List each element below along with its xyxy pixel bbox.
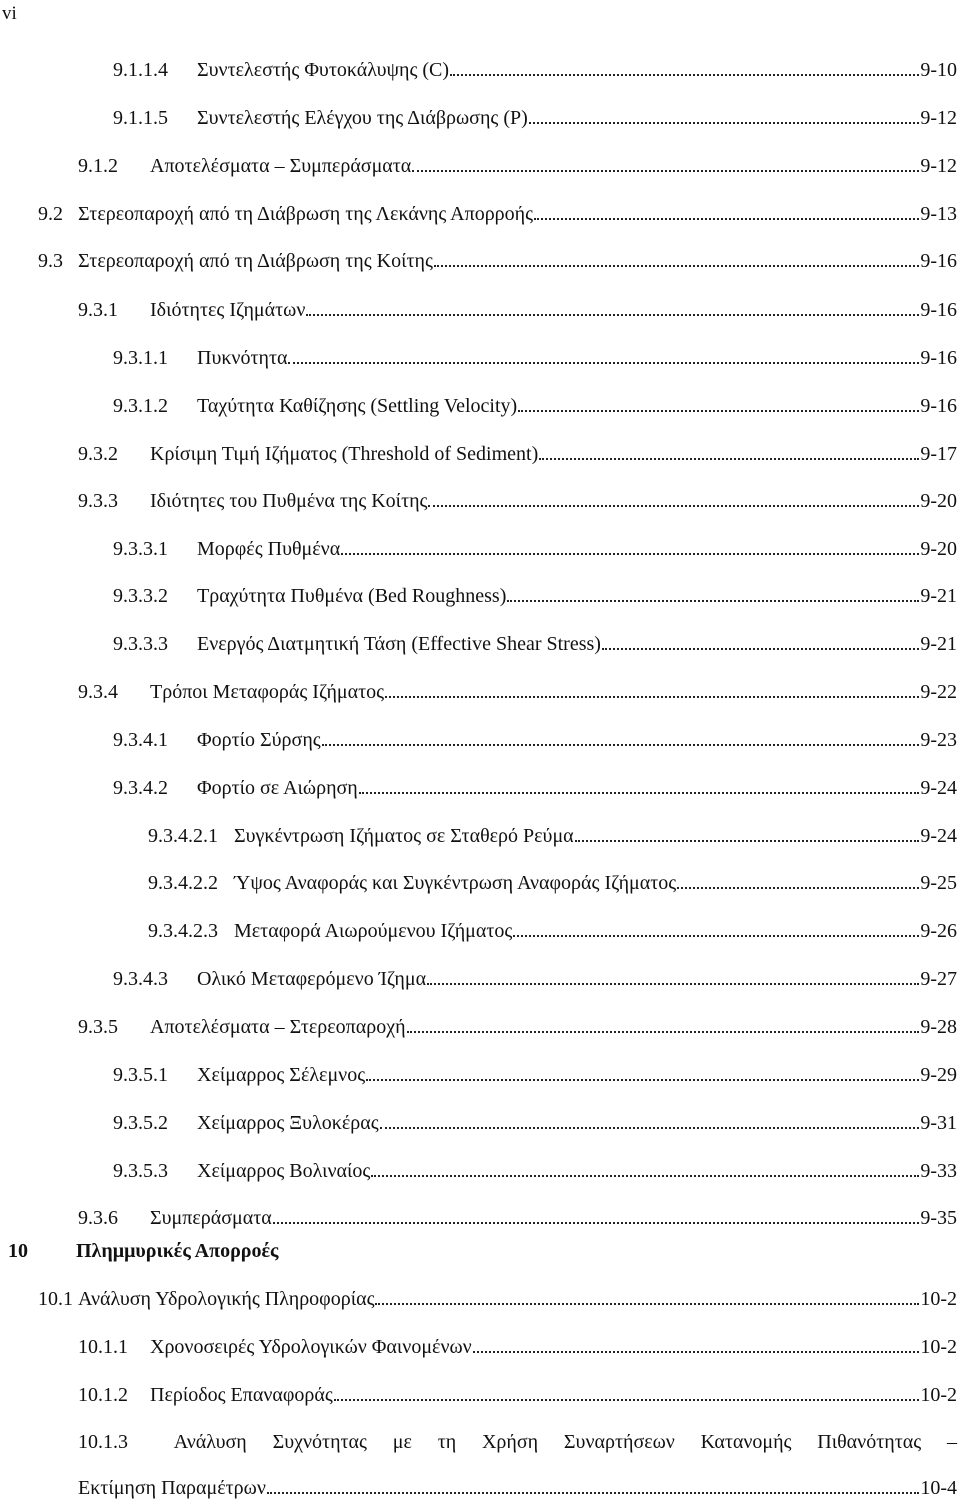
toc-entry-number: 9.3.3 (78, 490, 118, 512)
toc-entry[interactable] (113, 100, 957, 130)
toc-entry-title: Ύψος Αναφοράς και Συγκέντρωση Αναφοράς Ιζήματος (234, 872, 677, 894)
toc-entry-page: 9-31 (920, 1112, 957, 1134)
toc-entry-page: 9-33 (920, 1160, 957, 1182)
toc-entry-title: Ενεργός Διατμητική Τάση (Effective Shear Stress) (197, 633, 601, 655)
toc-word: – (946, 1431, 957, 1453)
toc-entry-number: 10.1 (38, 1288, 73, 1310)
leader-dots (513, 935, 919, 937)
toc-entry-page: 9-23 (920, 729, 957, 751)
toc-entry-page: 9-28 (920, 1016, 957, 1038)
toc-entry-title: Πυκνότητα (197, 347, 288, 369)
leader-dots (412, 170, 919, 172)
toc-entry-title: Ιδιότητες του Πυθμένα της Κοίτης (150, 490, 428, 512)
toc-entry[interactable] (113, 961, 957, 991)
toc-entry-number: 9.3.2 (78, 443, 118, 465)
toc-entry[interactable] (78, 1009, 957, 1039)
toc-entry-title: Στερεοπαροχή από τη Διάβρωση της Κοίτης (78, 250, 433, 272)
toc-entry-title: Χείμαρρος Σέλεμνος (197, 1064, 366, 1086)
toc-entry-title: Ιδιότητες Ιζημάτων (150, 299, 306, 321)
toc-entry-page: 9-21 (920, 633, 957, 655)
toc-entry-page: 9-16 (920, 347, 957, 369)
toc-entry[interactable] (113, 1105, 957, 1135)
toc-entry-number: 9.3.5.2 (113, 1112, 168, 1134)
toc-entry-number: 9.3 (38, 250, 63, 272)
toc-entry[interactable] (78, 1377, 957, 1407)
leader-dots (273, 1222, 920, 1224)
toc-entry[interactable] (78, 436, 957, 466)
toc-entry[interactable] (38, 196, 957, 226)
toc-entry-number: 9.3.5.3 (113, 1160, 168, 1182)
leader-dots (434, 265, 919, 267)
toc-entry[interactable] (148, 865, 957, 895)
toc-entry-number: 9.3.4.2.1 (148, 825, 218, 847)
toc-word: Συναρτήσεων (563, 1431, 675, 1453)
toc-entry-number: 10.1.1 (78, 1336, 128, 1358)
toc-word: Ανάλυση (173, 1431, 247, 1453)
toc-entry-title: Μεταφορά Αιωρούμενου Ιζήματος (234, 920, 513, 942)
toc-entry-title: Συντελεστής Φυτοκάλυψης (C) (197, 59, 450, 81)
leader-dots (518, 410, 919, 412)
toc-entry[interactable] (78, 292, 957, 322)
toc-entry-number: 9.3.1.2 (113, 395, 168, 417)
toc-entry-page: 10-2 (920, 1288, 957, 1310)
leader-dots (677, 887, 919, 889)
toc-word: Πιθανότητας (817, 1431, 922, 1453)
toc-entry[interactable] (113, 531, 957, 561)
toc-word: Χρήση (481, 1431, 539, 1453)
toc-entry-number: 9.3.5.1 (113, 1064, 168, 1086)
toc-entry-title: Χείμαρρος Βολιναίος (197, 1160, 371, 1182)
toc-entry-number: 9.1.1.5 (113, 107, 168, 129)
leader-dots (473, 1351, 920, 1353)
toc-entry-page: 9-20 (920, 538, 957, 560)
toc-entry[interactable] (113, 340, 957, 370)
toc-entry-number: 9.3.6 (78, 1207, 118, 1229)
toc-entry-title: Κρίσιμη Τιμή Ιζήματος (Threshold of Sediment) (150, 443, 539, 465)
toc-entry-page: 9-22 (920, 681, 957, 703)
toc-entry-continuation[interactable] (78, 1470, 957, 1500)
leader-dots (427, 983, 919, 985)
toc-entry-title: Συγκέντρωση Ιζήματος σε Σταθερό Ρεύμα (234, 825, 574, 847)
toc-entry[interactable] (38, 243, 957, 273)
toc-entry[interactable] (38, 1281, 957, 1311)
toc-entry-title: Στερεοπαροχή από τη Διάβρωση της Λεκάνης Απορροής (78, 203, 534, 225)
toc-entry-number: 9.3.4.3 (113, 968, 168, 990)
toc-entry[interactable] (113, 1057, 957, 1087)
leader-dots (288, 362, 919, 364)
toc-entry-title: Ταχύτητα Καθίζησης (Settling Velocity) (197, 395, 518, 417)
toc-entry-page: 9-17 (920, 443, 957, 465)
toc-entry-title: Αποτελέσματα – Στερεοπαροχή (150, 1016, 406, 1038)
leader-dots (575, 840, 920, 842)
leader-dots (371, 1175, 919, 1177)
toc-entry[interactable] (78, 1329, 957, 1359)
toc-entry[interactable] (78, 674, 957, 704)
toc-entry-number: 9.3.3.2 (113, 585, 168, 607)
chapter-heading[interactable] (8, 1233, 278, 1263)
leader-dots (334, 1399, 920, 1401)
toc-entry-page: 10-2 (920, 1336, 957, 1358)
toc-entry-number: 9.3.4.2.3 (148, 920, 218, 942)
leader-dots (428, 505, 919, 507)
toc-entry-title: Μορφές Πυθμένα (197, 538, 341, 560)
leader-dots (366, 1079, 919, 1081)
toc-entry-title: Τραχύτητα Πυθμένα (Bed Roughness) (197, 585, 507, 607)
toc-entry-number: 9.3.3.3 (113, 633, 168, 655)
toc-entry-page: 9-10 (920, 59, 957, 81)
leader-dots (306, 314, 919, 316)
chapter-number: 10 (8, 1240, 28, 1262)
toc-entry-number: 9.3.4.2.2 (148, 872, 218, 894)
toc-entry-page: 9-12 (920, 107, 957, 129)
toc-entry-page: 9-21 (920, 585, 957, 607)
toc-entry-title: Φορτίο σε Αιώρηση (197, 777, 358, 799)
toc-entry[interactable] (113, 52, 957, 82)
toc-entry-number: 9.3.4 (78, 681, 118, 703)
toc-entry-page: 9-16 (920, 299, 957, 321)
leader-dots (341, 553, 919, 555)
leader-dots (534, 218, 919, 220)
toc-entry-number: 9.3.1 (78, 299, 118, 321)
leader-dots (380, 1127, 920, 1129)
toc-entry-title: Χρονοσειρές Υδρολογικών Φαινομένων (150, 1336, 472, 1358)
toc-entry-number: 9.3.3.1 (113, 538, 168, 560)
toc-entry[interactable] (113, 626, 957, 656)
toc-entry[interactable] (78, 483, 957, 513)
toc-entry-title: Ολικό Μεταφερόμενο Ίζημα (197, 968, 427, 990)
toc-entry-title: Χείμαρρος Ξυλοκέρας (197, 1112, 379, 1134)
leader-dots (322, 744, 920, 746)
page-number: vi (2, 3, 17, 24)
toc-entry-title: Συμπεράσματα (150, 1207, 272, 1229)
toc-entry-title: Αποτελέσματα – Συμπεράσματα (150, 155, 412, 177)
toc-entry-number: 9.3.4.2 (113, 777, 168, 799)
toc-entry-number: 10.1.3 (78, 1431, 128, 1453)
toc-entry[interactable] (78, 148, 957, 178)
toc-entry[interactable] (78, 1200, 957, 1230)
toc-word: Συχνότητας (272, 1431, 367, 1453)
leader-dots (450, 74, 919, 76)
toc-entry-number: 9.3.1.1 (113, 347, 168, 369)
leader-dots (407, 1031, 920, 1033)
toc-entry-page: 9-24 (920, 777, 957, 799)
toc-entry[interactable] (113, 578, 957, 608)
leader-dots (385, 696, 919, 698)
toc-entry-title: Φορτίο Σύρσης (197, 729, 321, 751)
toc-entry-page: 10-2 (920, 1384, 957, 1406)
toc-entry-page: 10-4 (920, 1477, 957, 1499)
toc-entry-long[interactable] (78, 1424, 957, 1454)
toc-entry[interactable] (113, 388, 957, 418)
chapter-title: Πλημμυρικές Απορροές (76, 1240, 279, 1262)
toc-word: τη (437, 1431, 457, 1453)
leader-dots (507, 600, 919, 602)
toc-entry-page: 9-24 (920, 825, 957, 847)
toc-entry-number: 10.1.2 (78, 1384, 128, 1406)
toc-entry-page: 9-27 (920, 968, 957, 990)
toc-entry-number: 9.3.5 (78, 1016, 118, 1038)
toc-entry-page: 9-29 (920, 1064, 957, 1086)
toc-entry[interactable] (113, 770, 957, 800)
leader-dots (602, 648, 919, 650)
toc-entry-page: 9-26 (920, 920, 957, 942)
toc-entry-page: 9-13 (920, 203, 957, 225)
toc-word: Κατανομής (700, 1431, 792, 1453)
toc-word: με (392, 1431, 412, 1453)
toc-entry-title: Περίοδος Επαναφοράς (150, 1384, 333, 1406)
toc-entry-title: Εκτίμηση Παραμέτρων (78, 1477, 266, 1499)
toc-entry[interactable] (148, 913, 957, 943)
toc-entry-number: 9.2 (38, 203, 63, 225)
toc-entry[interactable] (148, 818, 957, 848)
leader-dots (359, 792, 920, 794)
toc-entry-page: 9-16 (920, 250, 957, 272)
toc-entry-page: 9-20 (920, 490, 957, 512)
toc-entry-number: 9.1.1.4 (113, 59, 168, 81)
toc-entry-title: Συντελεστής Ελέγχου της Διάβρωσης (P) (197, 107, 528, 129)
toc-entry[interactable] (113, 722, 957, 752)
toc-entry-page: 9-35 (920, 1207, 957, 1229)
toc-entry-page: 9-12 (920, 155, 957, 177)
leader-dots (375, 1303, 919, 1305)
toc-entry-number: 9.3.4.1 (113, 729, 168, 751)
leader-dots (267, 1492, 919, 1494)
toc-entry-title: Τρόποι Μεταφοράς Ιζήματος (150, 681, 385, 703)
toc-entry[interactable] (113, 1153, 957, 1183)
leader-dots (539, 458, 919, 460)
leader-dots (529, 122, 920, 124)
toc-entry-number: 9.1.2 (78, 155, 118, 177)
toc-entry-page: 9-25 (920, 872, 957, 894)
toc-entry-title: Ανάλυση Υδρολογικής Πληροφορίας (78, 1288, 375, 1310)
toc-entry-page: 9-16 (920, 395, 957, 417)
